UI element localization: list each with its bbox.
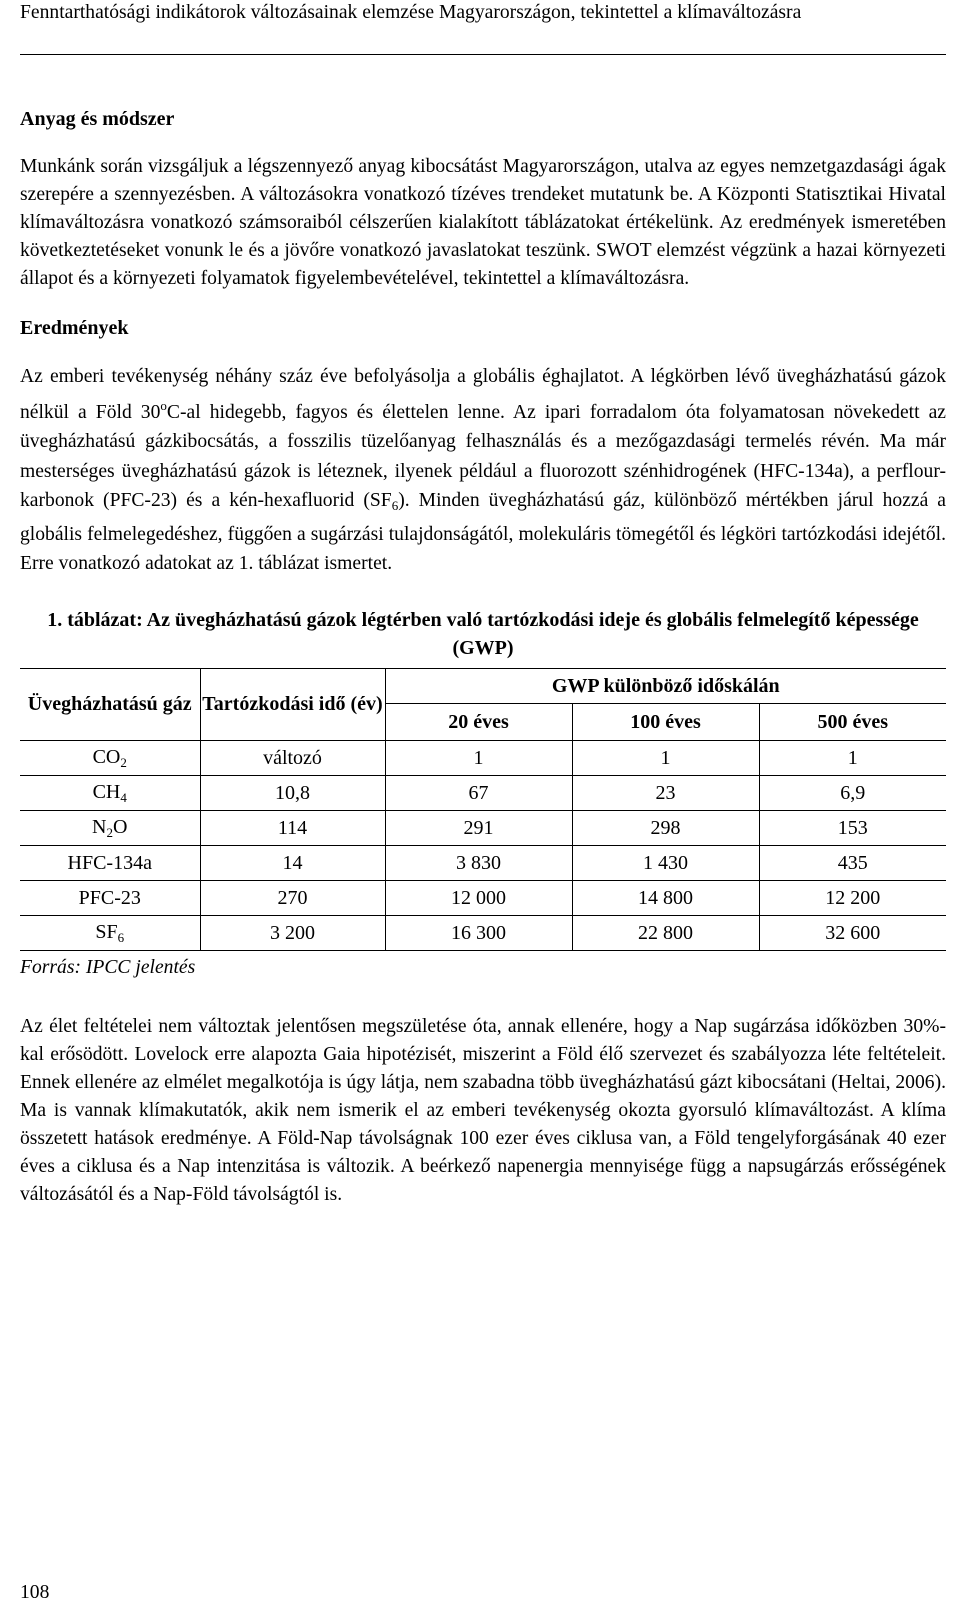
gwp20-cell: 67 bbox=[385, 776, 572, 811]
table-row bbox=[20, 811, 946, 846]
gwp20-cell: 12 000 bbox=[385, 881, 572, 916]
gwp-table bbox=[20, 668, 946, 951]
method-paragraph: Munkánk során vizsgáljuk a légszennyező anyag kibocsátást Magyarországon, utalva az egyes nemzetgazdasági ágak szerepére a szennyezésben. A változásokra vonatkozó tízéves trendeket mutatunk be. A Központi Statisztikai Hivatal klímaváltozásra vonatkozó számsoraiból célszerűen kialakított táblázatokat értékelünk. Az eredmények ismeretében következtetéseket vonunk le és a jövőre vonatkozó javaslatokat teszünk. SWOT elemzést végzünk a hazai környezeti állapot és a környezeti folyamatok figyelembevételével, tekintettel a klímaváltozásra. bbox=[20, 156, 946, 289]
col-header-time: Tartózkodási idő (év) bbox=[200, 669, 385, 741]
gwp500-cell: 1 bbox=[759, 741, 946, 776]
gas-cell: HFC-134a bbox=[20, 846, 200, 881]
page-number: 108 bbox=[20, 1582, 50, 1603]
col-header-100: 100 éves bbox=[572, 704, 759, 741]
gwp100-cell: 14 800 bbox=[572, 881, 759, 916]
section-heading-results: Eredmények bbox=[20, 317, 129, 339]
table-row bbox=[20, 881, 946, 916]
gwp20-cell: 3 830 bbox=[385, 846, 572, 881]
time-cell: 14 bbox=[200, 846, 385, 881]
table-body bbox=[20, 741, 946, 951]
gas-cell: $N_2O$ bbox=[20, 811, 200, 846]
gaia-paragraph: Az élet feltételei nem változtak jelentősen megszületése óta, annak ellenére, hogy a Nap sugárzása időközben 30%-kal erősödött. Lovelock erre alapozta Gaia hipotézisét, miszerint a Föld élő szervezet és szabályozza léte feltételeit. Ennek ellenére az elmélet megalkotója is úgy látja, nem szabadna több üvegházhatású gázt kibocsátani (Heltai, 2006). bbox=[20, 1016, 946, 1094]
climate-paragraph: Ma is vannak klímakutatók, akik nem ismerik el az emberi tevékenység okozta gyorsuló klímaváltozást. A klíma összetett hatások eredménye. A Föld-Nap távolságnak 100 ezer éves ciklusa van, a Föld tengelyforgásának 40 ezer éves a ciklusa és a Nap intenzitása is változik. A beérkező napenergia mennyisége függ a napsugárzás erősségének változásától és a Nap-Föld távolságtól is. bbox=[20, 1100, 946, 1206]
table-source: Forrás: IPCC jelentés bbox=[20, 957, 196, 979]
gwp500-cell: 6,9 bbox=[759, 776, 946, 811]
time-cell: 3 200 bbox=[200, 916, 385, 951]
gwp500-cell: 435 bbox=[759, 846, 946, 881]
gwp500-cell: 32 600 bbox=[759, 916, 946, 951]
header-title: Fenntarthatósági indikátorok változásainak elemzése Magyarországon, tekintettel a klímaváltozásra bbox=[20, 2, 802, 23]
table-caption: 1. táblázat: Az üvegházhatású gázok légtérben való tartózkodási ideje és globális felmelegítő képessége (GWP) bbox=[47, 609, 919, 660]
gwp100-cell: 23 bbox=[572, 776, 759, 811]
gwp500-cell: 12 200 bbox=[759, 881, 946, 916]
gwp100-cell: 1 bbox=[572, 741, 759, 776]
gwp500-cell: 153 bbox=[759, 811, 946, 846]
gas-cell: PFC-23 bbox=[20, 881, 200, 916]
time-cell: változó bbox=[200, 741, 385, 776]
table-row bbox=[20, 741, 946, 776]
time-cell: 270 bbox=[200, 881, 385, 916]
table-row bbox=[20, 776, 946, 811]
table-row bbox=[20, 846, 946, 881]
col-header-20: 20 éves bbox=[385, 704, 572, 741]
col-header-gwp: GWP különböző időskálán bbox=[385, 669, 946, 704]
running-header bbox=[20, 0, 946, 55]
table-row bbox=[20, 916, 946, 951]
gwp100-cell: 298 bbox=[572, 811, 759, 846]
gas-cell: $SF_6$ bbox=[20, 916, 200, 951]
section-heading-method: Anyag és módszer bbox=[20, 108, 175, 130]
time-cell: 10,8 bbox=[200, 776, 385, 811]
gwp100-cell: 22 800 bbox=[572, 916, 759, 951]
gas-cell: $CO_2$ bbox=[20, 741, 200, 776]
results-paragraph: Az emberi tevékenység néhány száz éve befolyásolja a globális éghajlatot. A légkörben lévő üvegházhatású gázok nélkül a Föld 30$^o$C-al hidegebb, fagyos és élettelen lenne. Az ipari forradalom óta folyamatosan növekedett az üvegházhatású gázkibocsátás, a fosszilis tüzelőanyag felhasználás és a mezőgazdasági termelés révén. Ma már mesterséges üvegházhatású gázok is léteznek, ilyenek például a fluorozott szénhidrogének (HFC-134a), a perflour-karbonok (PFC-23) és a kén-hexafluorid $(SF_6)$. Minden üvegházhatású gáz, különböző mértékben járul hozzá a globális felmelegedéshez, függően a sugárzási tulajdonságától, molekuláris tömegétől és légköri tartózkodási idejétől. Erre vonatkozó adatokat az 1. táblázat ismertet. bbox=[20, 366, 946, 575]
gwp100-cell: 1 430 bbox=[572, 846, 759, 881]
gas-cell: $CH_4$ bbox=[20, 776, 200, 811]
gwp20-cell: 1 bbox=[385, 741, 572, 776]
gwp20-cell: 16 300 bbox=[385, 916, 572, 951]
col-header-gas: Üvegházhatású gáz bbox=[20, 669, 200, 741]
gwp20-cell: 291 bbox=[385, 811, 572, 846]
col-header-500: 500 éves bbox=[759, 704, 946, 741]
time-cell: 114 bbox=[200, 811, 385, 846]
